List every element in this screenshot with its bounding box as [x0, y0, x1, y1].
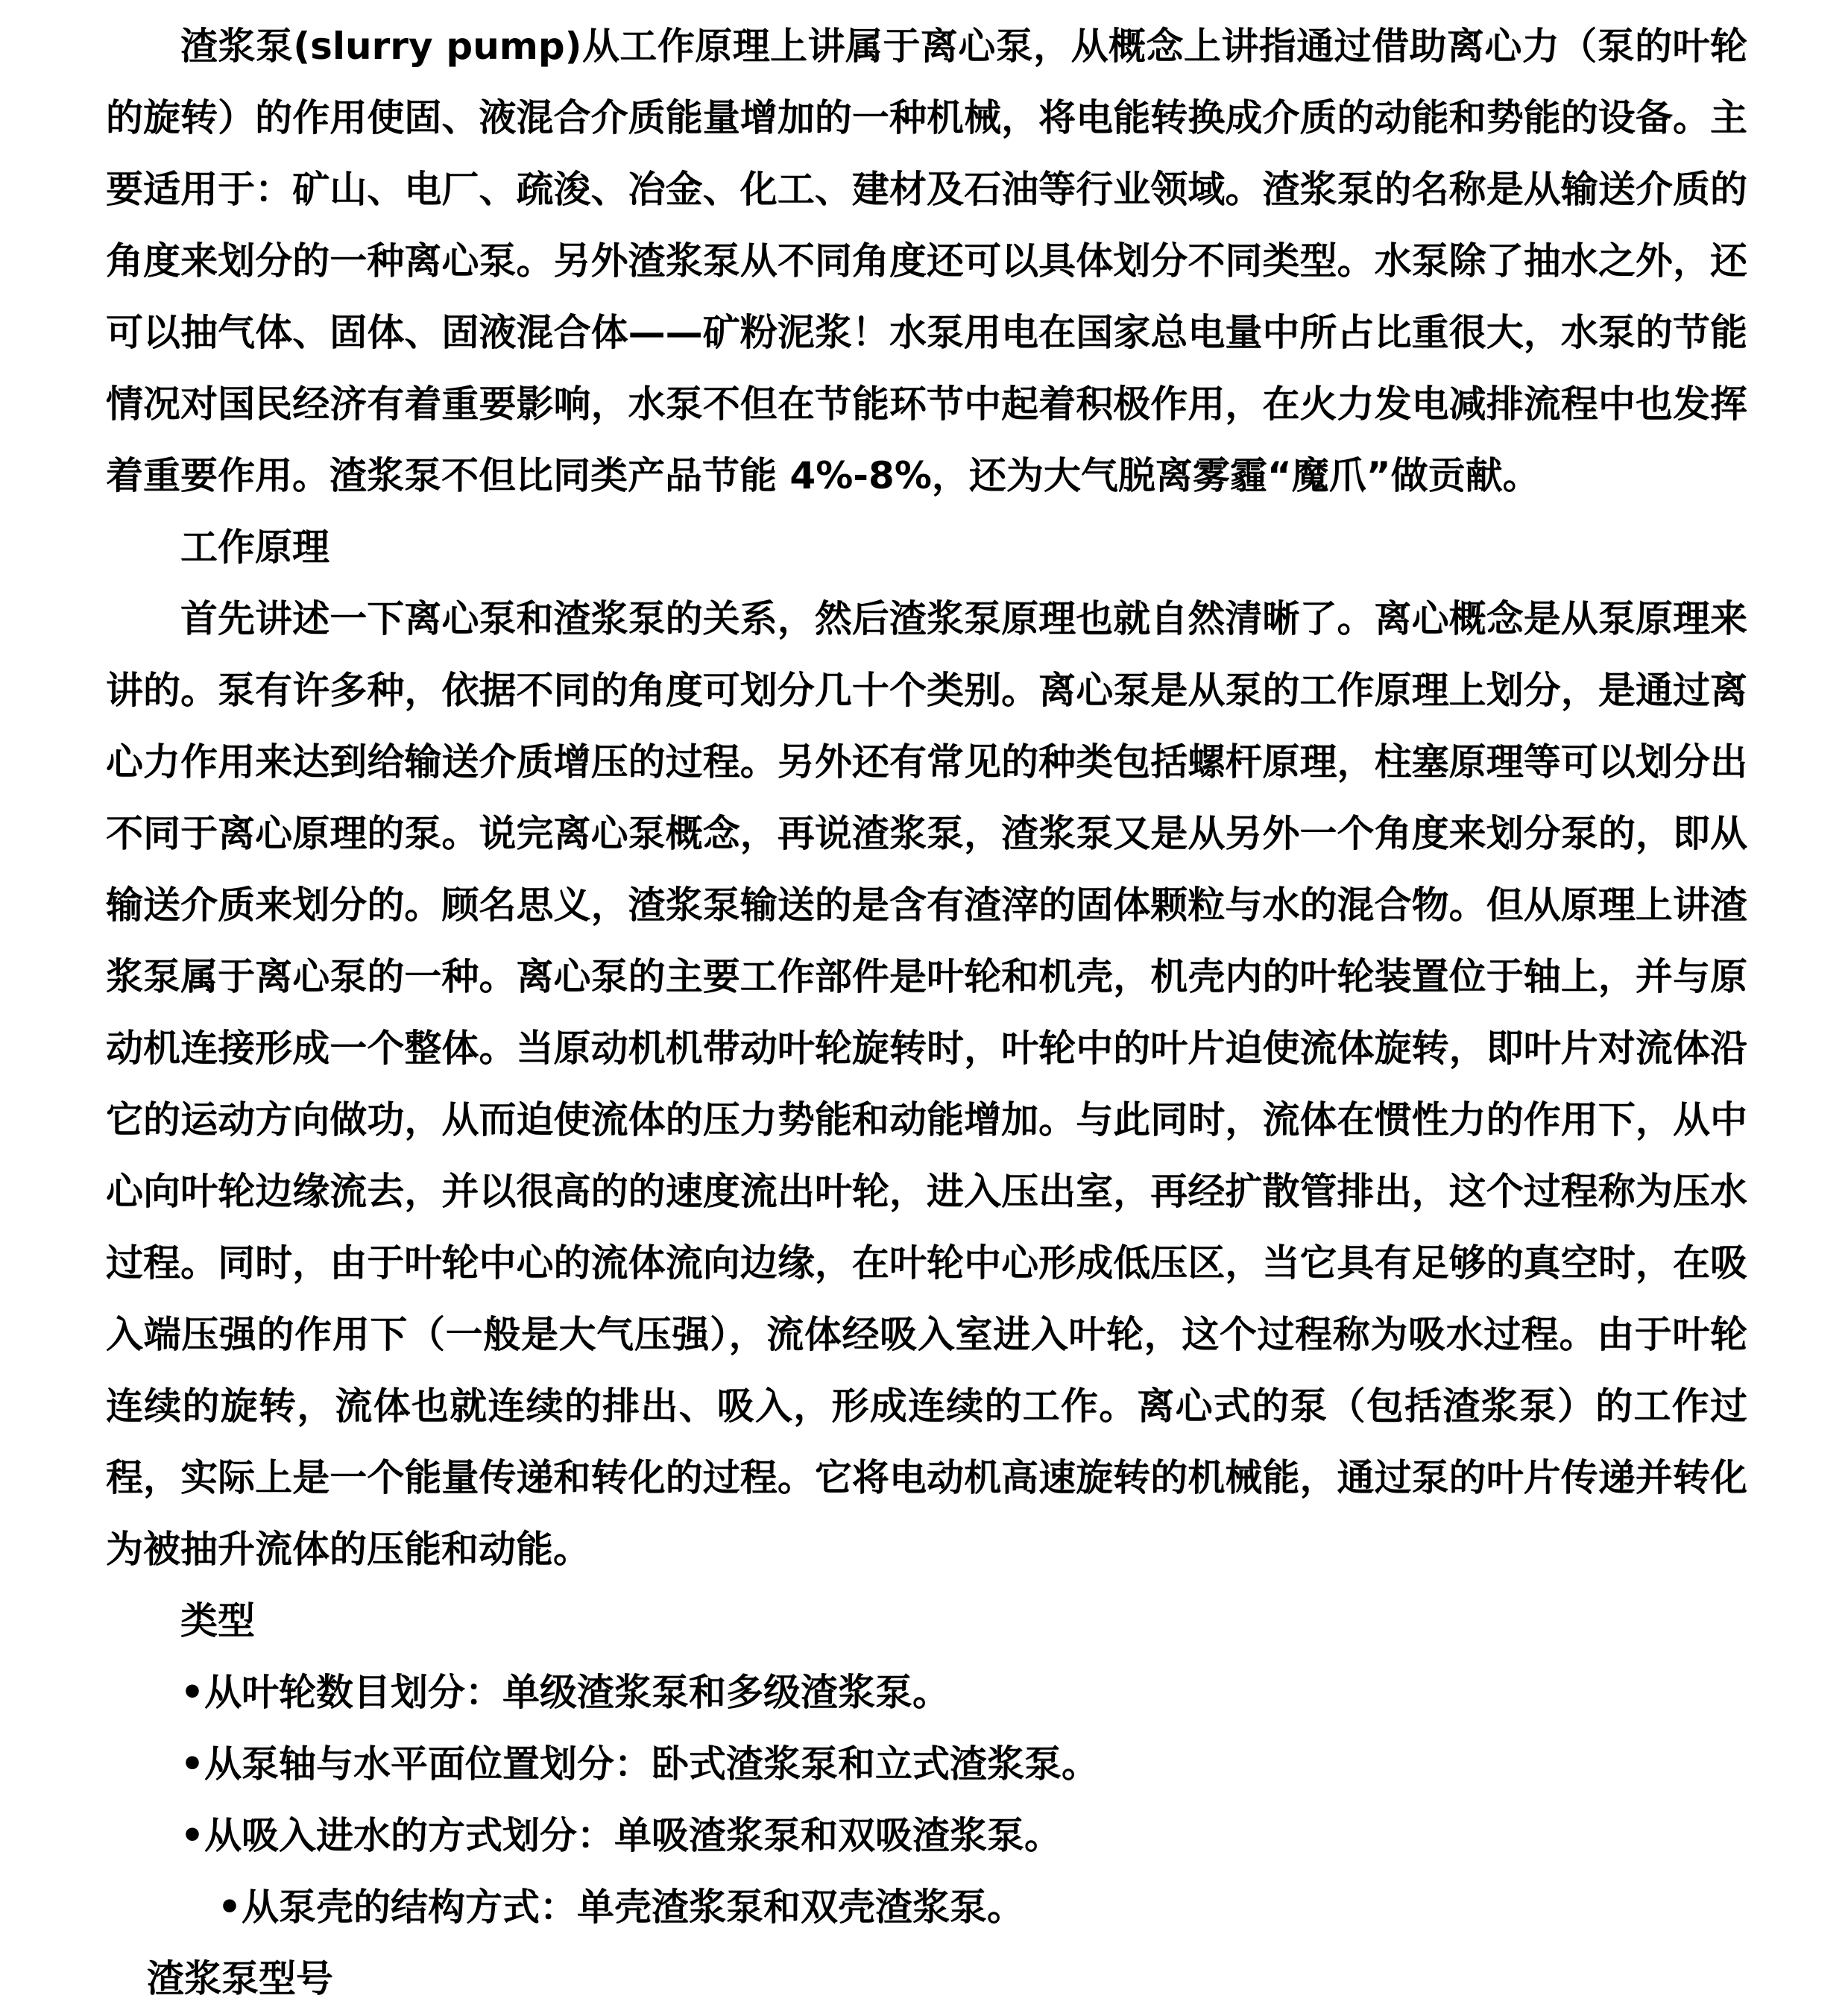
- body-paragraph: 渣浆泵(slurry pump)从工作原理上讲属于离心泵，从概念上讲指通过借助离心力（泵的叶轮的旋转）的作用使固、液混合介质能量增加的一种机械，将电能转换成介质的动能和势能的设备。主要适用于：矿山、电厂、疏浚、冶金、化工、建材及石油等行业领域。渣浆泵的名称是从输送介质的角度来划分的一种离心泵。另外渣浆泵从不同角度还可以具体划分不同类型。水泵除了抽水之外，还可以抽气体、固体、固液混合体——矿粉泥浆！水泵用电在国家总电量中所占比重很大，水泵的节能情况对国民经济有着重要影响，水泵不但在节能环节中起着积极作用，在火力发电减排流程中也发挥着重要作用。渣浆泵不但比同类产品节能 4%-8%，还为大气脱离雾霾“魔爪”做贡献。: [106, 25, 1747, 497]
- bullet-list-item: •从吸入进水的方式划分：单吸渣浆泵和双吸渣浆泵。: [180, 1814, 1062, 1857]
- bullet-list-item: •从叶轮数目划分：单级渣浆泵和多级渣浆泵。: [180, 1671, 950, 1714]
- section-heading: 工作原理: [180, 526, 329, 569]
- bullet-list-item: •从泵轴与水平面位置划分：卧式渣浆泵和立式渣浆泵。: [180, 1742, 1099, 1786]
- section-heading: 类型: [180, 1599, 255, 1642]
- bullet-list-item: •从泵壳的结构方式：单壳渣浆泵和双壳渣浆泵。: [218, 1886, 1024, 1929]
- section-heading: 渣浆泵型号: [147, 1957, 333, 2000]
- body-paragraph: 首先讲述一下离心泵和渣浆泵的关系，然后渣浆泵原理也就自然清晰了。离心概念是从泵原理来讲的。泵有许多种，依据不同的角度可划分几十个类别。离心泵是从泵的工作原理上划分，是通过离心力作用来达到给输送介质增压的过程。另外还有常见的种类包括螺杆原理，柱塞原理等可以划分出不同于离心原理的泵。说完离心泵概念，再说渣浆泵，渣浆泵又是从另外一个角度来划分泵的，即从输送介质来划分的。顾名思义，渣浆泵输送的是含有渣滓的固体颗粒与水的混合物。但从原理上讲渣浆泵属于离心泵的一种。离心泵的主要工作部件是叶轮和机壳，机壳内的叶轮装置位于轴上，并与原动机连接形成一个整体。当原动机机带动叶轮旋转时，叶轮中的叶片迫使流体旋转，即叶片对流体沿它的运动方向做功，从而迫使流体的压力势能和动能增加。与此同时，流体在惯性力的作用下，从中心向叶轮边缘流去，并以很高的的速度流出叶轮，进入压出室，再经扩散管排出，这个过程称为压水过程。同时，由于叶轮中心的流体流向边缘，在叶轮中心形成低压区，当它具有足够的真空时，在吸入端压强的作用下（一般是大气压强），流体经吸入室进入叶轮，这个过程称为吸水过程。由于叶轮连续的旋转，流体也就连续的排出、吸入，形成连续的工作。离心式的泵（包括渣浆泵）的工作过程，实际上是一个能量传递和转化的过程。它将电动机高速旋转的机械能，通过泵的叶片传递并转化为被抽升流体的压能和动能。: [106, 597, 1747, 1571]
- document-body: [106, 10, 1747, 2015]
